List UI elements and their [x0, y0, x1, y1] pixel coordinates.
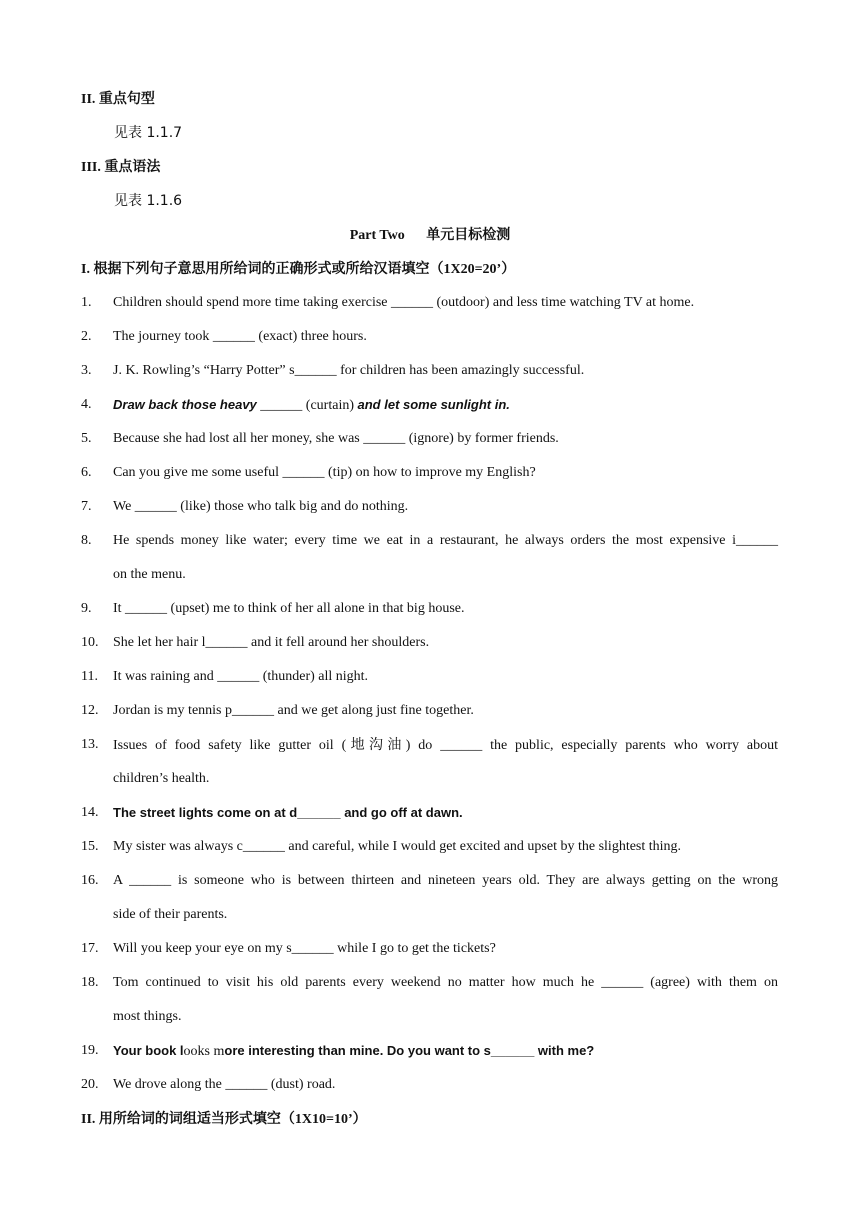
question-text: A ______ is someone who is between thirteen and nineteen years old. They are always getting on the wrong	[113, 873, 778, 888]
question-text: My sister was always c______ and careful, while I would get excited and upset by the slightest thing.	[113, 839, 682, 854]
question-number: 14.	[81, 805, 99, 820]
section-number: III.	[81, 160, 101, 175]
question-number: 18.	[81, 975, 99, 990]
exercise-title-close: ）	[352, 1111, 367, 1127]
section-reference	[114, 192, 182, 211]
question-text: We drove along the ______ (dust) road.	[113, 1077, 336, 1092]
question-text	[113, 1042, 594, 1061]
question-number: 8.	[81, 533, 92, 548]
text-part: ) do ______ the public, especially parents who worry about	[405, 738, 779, 753]
question-text-bold: The street lights come on at d______ and go off at dawn.	[113, 805, 463, 820]
question-text: It was raining and ______ (thunder) all night.	[113, 669, 369, 684]
question-text-continued: on the menu.	[113, 567, 186, 582]
question-number: 7.	[81, 499, 92, 514]
chinese-gloss: 地沟油	[346, 737, 406, 753]
question-number: 5.	[81, 431, 92, 446]
question-number: 13.	[81, 737, 99, 752]
question-text: Because she had lost all her money, she was ______ (ignore) by former friends.	[113, 431, 559, 446]
exercise-title: 用所给词的词组适当形式填空（	[98, 1111, 295, 1127]
reference-text: 见表 1.1.7	[114, 125, 183, 141]
question-text: He spends money like water; every time we eat in a restaurant, he always orders the most expensive i______	[113, 533, 778, 548]
question-text: She let her hair l______ and it fell around her shoulders.	[113, 635, 430, 650]
bold-italic-text: and let some sunlight in.	[357, 397, 510, 412]
question-number: 15.	[81, 839, 99, 854]
question-text: Children should spend more time taking exercise ______ (outdoor) and less time watching TV at home.	[113, 295, 695, 310]
exercise-heading-2	[81, 1110, 367, 1129]
question-number: 3.	[81, 363, 92, 378]
exercise-number: II.	[81, 1112, 96, 1127]
question-text	[113, 736, 778, 755]
question-text-continued: children’s health.	[113, 771, 210, 786]
question-text: J. K. Rowling’s “Harry Potter” s______ for children has been amazingly successful.	[113, 363, 585, 378]
question-number: 4.	[81, 397, 92, 412]
section-heading-grammar	[81, 158, 160, 177]
question-number: 2.	[81, 329, 92, 344]
section-heading-sentence-patterns	[81, 90, 155, 109]
blank-hint: ______ (curtain)	[256, 398, 358, 413]
exercise-title-close: ）	[501, 261, 516, 277]
exercise-title: 根据下列句子意思用所给词的正确形式或所给汉语填空（	[93, 261, 444, 277]
reference-text: 见表 1.1.6	[114, 193, 183, 209]
section-number: II.	[81, 92, 96, 107]
question-number: 12.	[81, 703, 99, 718]
question-text: The journey took ______ (exact) three hours.	[113, 329, 367, 344]
question-number: 6.	[81, 465, 92, 480]
question-number: 16.	[81, 873, 99, 888]
question-text-continued: most things.	[113, 1009, 182, 1024]
question-number: 9.	[81, 601, 92, 616]
text-part: Issues of food safety like gutter oil (	[113, 738, 347, 753]
exercise-score: 1X20=20’	[443, 262, 502, 277]
part-title-cn: 单元目标检测	[426, 227, 511, 243]
section-reference	[114, 124, 182, 143]
question-text: Can you give me some useful ______ (tip) on how to improve my English?	[113, 465, 536, 480]
exercise-heading-1	[81, 260, 515, 279]
question-number: 20.	[81, 1077, 99, 1092]
exercise-score: 1X10=10’	[294, 1112, 353, 1127]
section-title: 重点语法	[104, 159, 161, 175]
part-heading	[0, 226, 860, 245]
question-text: Tom continued to visit his old parents every weekend no matter how much he ______ (agree) with them on	[113, 975, 778, 990]
bold-italic-text: Draw back those heavy	[113, 397, 257, 412]
bold-text: ore interesting than mine. Do you want to s______ with me?	[224, 1043, 595, 1058]
question-text: Jordan is my tennis p______ and we get along just fine together.	[113, 703, 474, 718]
question-text	[113, 396, 510, 415]
part-title-en: Part Two	[349, 228, 405, 243]
section-title: 重点句型	[98, 91, 155, 107]
question-number: 19.	[81, 1043, 99, 1058]
exercise-number: I.	[81, 262, 90, 277]
question-number: 17.	[81, 941, 99, 956]
question-number: 11.	[81, 669, 98, 684]
question-text: It ______ (upset) me to think of her all alone in that big house.	[113, 601, 465, 616]
question-text: We ______ (like) those who talk big and do nothing.	[113, 499, 409, 514]
plain-text: ooks m	[183, 1044, 225, 1059]
question-number: 1.	[81, 295, 92, 310]
question-text-continued: side of their parents.	[113, 907, 228, 922]
question-text: Will you keep your eye on my s______ while I go to get the tickets?	[113, 941, 496, 956]
question-number: 10.	[81, 635, 99, 650]
bold-text: Your book l	[113, 1043, 184, 1058]
